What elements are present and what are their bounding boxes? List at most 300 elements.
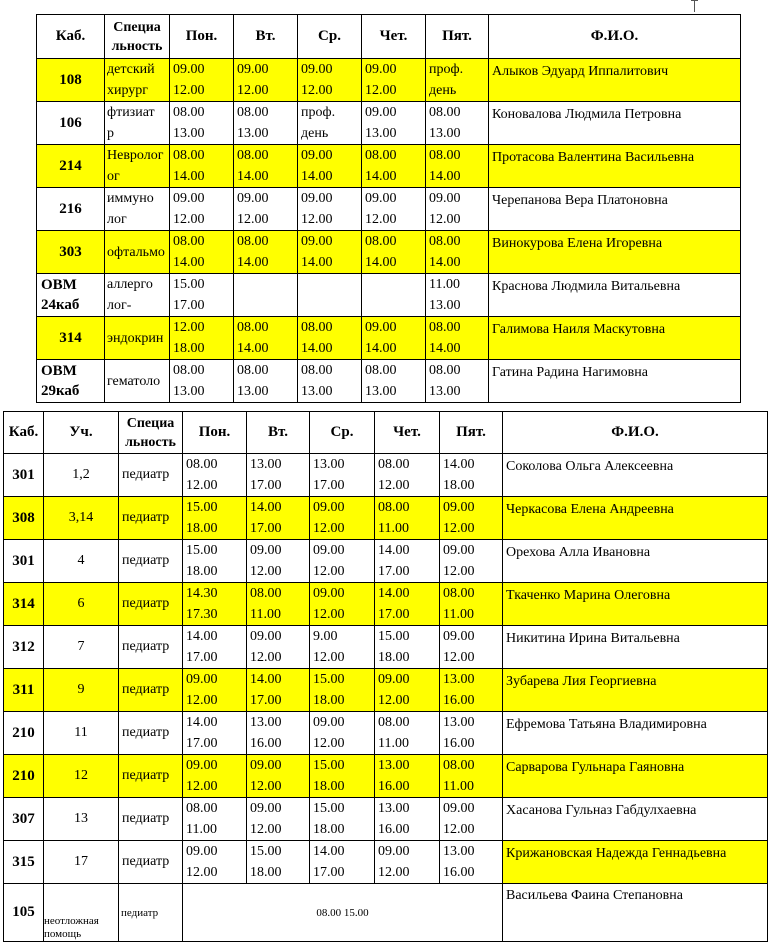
specialty-line: эндокрин (107, 330, 164, 346)
time-line: 15.00 (313, 758, 345, 773)
cell-thu (375, 540, 440, 583)
table-row (4, 841, 768, 884)
time-line: 12.00 (443, 822, 475, 837)
cell-thu (362, 360, 426, 403)
time-line: 09.00 (378, 672, 410, 687)
table-row (4, 755, 768, 798)
time-line: 09.00 (429, 191, 461, 206)
cell-thu (362, 231, 426, 274)
cell-mon (170, 231, 234, 274)
time-line: 08.00 (237, 320, 269, 335)
time-line: 14.00 (365, 169, 397, 184)
header-uch: Уч. (44, 412, 119, 454)
cell-cab: 301 (4, 540, 44, 583)
time-line: 14.00 (237, 255, 269, 270)
cell-uch: 3,14 (44, 497, 119, 540)
time-line: 08.00 (301, 320, 333, 335)
time-line: 12.00 (301, 83, 333, 98)
cell-specialty: педиатр (119, 841, 183, 884)
table-row (4, 583, 768, 626)
table-row (37, 102, 741, 145)
time-line: день (301, 126, 329, 141)
cell-mon (170, 59, 234, 102)
time-line: 08.00 (443, 586, 475, 601)
time-line: 17.00 (186, 736, 218, 751)
time-line: 09.00 (443, 801, 475, 816)
time-line: 09.00 (443, 500, 475, 515)
cell-mon (170, 360, 234, 403)
time-line: 17.00 (173, 298, 205, 313)
time-line: 09.00 (301, 191, 333, 206)
cell-mon (183, 712, 247, 755)
cell-mon (183, 626, 247, 669)
time-line: 09.00 (313, 500, 345, 515)
time-line: 13.00 (301, 384, 333, 399)
table-row (4, 454, 768, 497)
cell-thu (375, 583, 440, 626)
text-cursor-icon (694, 0, 695, 12)
cell-mon (183, 540, 247, 583)
time-line: 09.00 (301, 148, 333, 163)
cell-mon (183, 454, 247, 497)
time-line: 08.00 (378, 500, 410, 515)
cell-tue (234, 145, 298, 188)
time-line: 12.00 (313, 521, 345, 536)
time-line: 08.00 (186, 457, 218, 472)
time-line: 08.00 (429, 234, 461, 249)
cell-wed (310, 712, 375, 755)
cell-thu (362, 274, 426, 317)
time-line: 12.00 (250, 779, 282, 794)
time-line: 12.00 (237, 83, 269, 98)
time-line: 18.00 (186, 521, 218, 536)
cell-fio: Коновалова Людмила Петровна (489, 102, 741, 145)
time-line: 14.00 (429, 169, 461, 184)
time-line: 14.00 (173, 255, 205, 270)
time-line: 13.00 (313, 457, 345, 472)
time-line: 08.00 (301, 363, 333, 378)
time-line: 18.00 (186, 564, 218, 579)
cell-uch: 7 (44, 626, 119, 669)
cell-cab: 108 (37, 59, 105, 102)
time-line: 09.00 (250, 543, 282, 558)
time-line: 14.00 (365, 255, 397, 270)
time-line: 13.00 (443, 715, 475, 730)
time-line: 13.00 (429, 384, 461, 399)
cell-cab: 303 (37, 231, 105, 274)
table-row (37, 59, 741, 102)
table-row (37, 145, 741, 188)
cell-tue (247, 497, 310, 540)
cell-fri (440, 798, 503, 841)
time-line: 09.00 (313, 715, 345, 730)
cell-cab: 210 (4, 755, 44, 798)
cell-fio: Орехова Алла Ивановна (503, 540, 768, 583)
cell-wed (298, 317, 362, 360)
time-line: 09.00 (250, 758, 282, 773)
cell-wed (310, 841, 375, 884)
cell-tue (234, 188, 298, 231)
table-row (4, 669, 768, 712)
table-row-last (4, 884, 768, 942)
time-line: 11.00 (186, 822, 217, 837)
cell-tue (234, 317, 298, 360)
cell-fio: Гатина Радина Нагимовна (489, 360, 741, 403)
cell-fri (426, 59, 489, 102)
cell-tue (234, 360, 298, 403)
time-line: 14.00 (365, 341, 397, 356)
cell-wed (310, 755, 375, 798)
cell-specialty: педиатр (119, 497, 183, 540)
cell-cab: 105 (4, 884, 44, 942)
cell-wed (310, 454, 375, 497)
time-line: 14.00 (237, 341, 269, 356)
time-line: 13.00 (378, 758, 410, 773)
time-line: 08.00 (173, 363, 205, 378)
specialty-line: р (107, 126, 114, 141)
time-line: 17.00 (378, 564, 410, 579)
time-line: 16.00 (250, 736, 282, 751)
cell-fri (440, 626, 503, 669)
cell-cab: ОВМ 24каб (37, 274, 105, 317)
specialty-line: Невролог (107, 148, 164, 163)
cell-mon (170, 188, 234, 231)
pediatricians-schedule-table (3, 411, 768, 942)
table-row (37, 231, 741, 274)
cell-fio: Черкасова Елена Андреевна (503, 497, 768, 540)
cell-uch: 6 (44, 583, 119, 626)
time-line: 09.00 (301, 234, 333, 249)
time-line: 17.00 (313, 865, 345, 880)
time-line: 11.00 (250, 607, 281, 622)
time-line: 15.00 (313, 801, 345, 816)
cell-tue (247, 454, 310, 497)
time-line: 11.00 (443, 779, 474, 794)
time-line: 14.00 (301, 255, 333, 270)
time-line: 12.00 (186, 779, 218, 794)
time-line: 09.00 (443, 629, 475, 644)
header-tue: Вт. (247, 412, 310, 454)
time-line: 12.00 (186, 865, 218, 880)
cell-tue (234, 274, 298, 317)
header-mon: Пон. (183, 412, 247, 454)
cell-tue (247, 583, 310, 626)
time-line: 09.00 (173, 191, 205, 206)
cell-wed (310, 497, 375, 540)
cell-fri (426, 274, 489, 317)
time-line: 14.00 (186, 715, 218, 730)
time-line: 12.00 (250, 822, 282, 837)
time-line: 18.00 (378, 650, 410, 665)
time-line: 09.00 (443, 543, 475, 558)
time-line: 09.00 (365, 105, 397, 120)
specialty-line: детский (107, 62, 155, 77)
time-line: 09.00 (365, 191, 397, 206)
cell-fri (440, 669, 503, 712)
time-line: 09.00 (186, 758, 218, 773)
time-line: 09.00 (237, 191, 269, 206)
cell-fio: Сарварова Гульнара Гаяновна (503, 755, 768, 798)
time-line: 14.00 (186, 629, 218, 644)
cell-specialty (105, 360, 170, 403)
time-line: 14.00 (250, 672, 282, 687)
time-line: 17.00 (313, 478, 345, 493)
time-line: 12.00 (313, 607, 345, 622)
cell-cab: 301 (4, 454, 44, 497)
header-tue: Вт. (234, 15, 298, 59)
header-cab: Каб. (4, 412, 44, 454)
cell-fio: Галимова Наиля Маскутовна (489, 317, 741, 360)
cell-tue (247, 669, 310, 712)
cell-wed (298, 274, 362, 317)
time-line: 08.00 (365, 363, 397, 378)
cell-cab: 214 (37, 145, 105, 188)
time-line: 14.30 (186, 586, 218, 601)
time-line: 13.00 (237, 384, 269, 399)
cell-hours: 08.00 15.00 (183, 884, 503, 942)
time-line: 08.00 (429, 148, 461, 163)
table-row (4, 626, 768, 669)
time-line: 12.00 (301, 212, 333, 227)
time-line: 09.00 (365, 62, 397, 77)
cell-thu (375, 454, 440, 497)
cell-fio: Соколова Ольга Алексеевна (503, 454, 768, 497)
time-line: 09.00 (173, 62, 205, 77)
time-line: 14.00 (378, 543, 410, 558)
cell-tue (247, 798, 310, 841)
header-fio: Ф.И.О. (503, 412, 768, 454)
time-line: 18.00 (313, 693, 345, 708)
time-line: 17.00 (250, 521, 282, 536)
cell-fio: Зубарева Лия Георгиевна (503, 669, 768, 712)
time-line: 12.00 (173, 83, 205, 98)
cell-specialty (105, 274, 170, 317)
time-line: 17.00 (250, 693, 282, 708)
time-line: 13.00 (429, 126, 461, 141)
time-line: 14.00 (443, 457, 475, 472)
cell-specialty: педиатр (119, 884, 183, 942)
cell-tue (247, 626, 310, 669)
cell-tue (234, 59, 298, 102)
cell-thu (362, 317, 426, 360)
time-line: 18.00 (313, 822, 345, 837)
table-row (4, 497, 768, 540)
time-line: 16.00 (443, 736, 475, 751)
cell-fri (440, 712, 503, 755)
cell-thu (375, 497, 440, 540)
time-line: 09.00 (237, 62, 269, 77)
header-cab: Каб. (37, 15, 105, 59)
header-wed: Ср. (310, 412, 375, 454)
time-line: 13.00 (173, 384, 205, 399)
time-line: 16.00 (378, 779, 410, 794)
time-line: 08.00 (237, 363, 269, 378)
cell-thu (375, 841, 440, 884)
header-fio: Ф.И.О. (489, 15, 741, 59)
cell-specialty (105, 102, 170, 145)
cell-specialty (105, 59, 170, 102)
time-line: 13.00 (250, 457, 282, 472)
table-header-row (37, 15, 741, 59)
cell-mon (183, 583, 247, 626)
cell-wed (298, 102, 362, 145)
cell-wed (298, 145, 362, 188)
cell-fio: Черепанова Вера Платоновна (489, 188, 741, 231)
table-row (4, 540, 768, 583)
cell-uch: 13 (44, 798, 119, 841)
time-line: 12.00 (313, 650, 345, 665)
cell-wed (310, 798, 375, 841)
time-line: 14.00 (429, 255, 461, 270)
time-line: 08.00 (365, 148, 397, 163)
cell-cab: 314 (4, 583, 44, 626)
time-line: 08.00 (429, 320, 461, 335)
time-line: 12.00 (365, 83, 397, 98)
time-line: 08.00 (237, 105, 269, 120)
time-line: 14.00 (301, 169, 333, 184)
time-line: 12.00 (173, 212, 205, 227)
time-line: 09.00 (313, 543, 345, 558)
header-fri: Пят. (426, 15, 489, 59)
cell-fio: Крижановская Надежда Геннадьевна (503, 841, 768, 884)
cell-fio: Хасанова Гульназ Габдулхаевна (503, 798, 768, 841)
cell-thu (362, 102, 426, 145)
cell-specialty (105, 231, 170, 274)
time-line: 12.00 (429, 212, 461, 227)
cell-mon (183, 755, 247, 798)
header-mon: Пон. (170, 15, 234, 59)
time-line: 08.00 (237, 148, 269, 163)
time-line: 12.00 (250, 564, 282, 579)
cell-uch: 4 (44, 540, 119, 583)
time-line: 09.00 (313, 586, 345, 601)
time-line: 11.00 (378, 521, 409, 536)
cell-mon (170, 274, 234, 317)
time-line: 11.00 (443, 607, 474, 622)
time-line: 08.00 (186, 801, 218, 816)
time-line: 12.00 (237, 212, 269, 227)
time-line: 09.00 (186, 844, 218, 859)
cell-tue (247, 841, 310, 884)
cell-cab: 307 (4, 798, 44, 841)
cell-uch: 9 (44, 669, 119, 712)
specialty-line: лог (107, 212, 127, 227)
cell-fri (440, 540, 503, 583)
time-line: 09.00 (365, 320, 397, 335)
cell-fri (426, 102, 489, 145)
cell-thu (362, 59, 426, 102)
header-specialty: Специа льность (105, 15, 170, 59)
cell-mon (170, 145, 234, 188)
time-line: 12.00 (443, 564, 475, 579)
time-line: 15.00 (186, 500, 218, 515)
time-line: 08.00 (237, 234, 269, 249)
time-line: 08.00 (378, 457, 410, 472)
cell-uch: 1,2 (44, 454, 119, 497)
header-specialty: Специа льность (119, 412, 183, 454)
time-line: 09.00 (250, 629, 282, 644)
time-line: 08.00 (173, 234, 205, 249)
cell-fri (440, 841, 503, 884)
time-line: 15.00 (173, 277, 205, 292)
cell-cab: ОВМ 29каб (37, 360, 105, 403)
cell-cab: 308 (4, 497, 44, 540)
time-line: 12.00 (443, 521, 475, 536)
cell-specialty: педиатр (119, 712, 183, 755)
specialty-line: аллерго (107, 277, 153, 292)
cell-specialty: педиатр (119, 669, 183, 712)
cell-fri (426, 145, 489, 188)
cell-cab: 315 (4, 841, 44, 884)
time-line: 09.00 (378, 844, 410, 859)
cell-cab: 210 (4, 712, 44, 755)
cell-uch: 17 (44, 841, 119, 884)
specialty-line: хирург (107, 83, 149, 98)
cell-mon (183, 669, 247, 712)
time-line: 13.00 (443, 844, 475, 859)
table-row (37, 188, 741, 231)
time-line: 12.00 (378, 693, 410, 708)
time-line: 08.00 (429, 363, 461, 378)
time-line: 11.00 (378, 736, 409, 751)
cell-wed (298, 188, 362, 231)
time-line: 08.00 (173, 148, 205, 163)
time-line: 12.00 (250, 650, 282, 665)
time-line: 13.00 (250, 715, 282, 730)
cell-cab: 311 (4, 669, 44, 712)
table-row (37, 360, 741, 403)
time-line: 12.00 (313, 736, 345, 751)
cell-fio: Алыков Эдуард Иппалитович (489, 59, 741, 102)
specialty-line: гематоло (107, 373, 161, 389)
cell-fio: Винокурова Елена Игоревна (489, 231, 741, 274)
cell-wed (298, 59, 362, 102)
cell-specialty: педиатр (119, 626, 183, 669)
cell-specialty: педиатр (119, 583, 183, 626)
cell-thu (375, 798, 440, 841)
cell-tue (234, 102, 298, 145)
time-line: 17.30 (186, 607, 218, 622)
cell-cab: 314 (37, 317, 105, 360)
time-line: 18.00 (443, 478, 475, 493)
table-row (37, 274, 741, 317)
time-line: 14.00 (378, 586, 410, 601)
time-line: проф. (429, 62, 464, 77)
time-line: 13.00 (443, 672, 475, 687)
time-line: 08.00 (365, 234, 397, 249)
time-line: 14.00 (250, 500, 282, 515)
time-line: 12.00 (186, 478, 218, 493)
cell-uch: неотложная помощь (44, 884, 119, 942)
specialty-line: лог- (107, 298, 132, 313)
time-line: 12.00 (313, 564, 345, 579)
cell-specialty: педиатр (119, 798, 183, 841)
cell-fio: Протасова Валентина Васильевна (489, 145, 741, 188)
table-row (4, 712, 768, 755)
cell-mon (170, 317, 234, 360)
cell-mon (170, 102, 234, 145)
time-line: 12.00 (378, 478, 410, 493)
cell-cab: 312 (4, 626, 44, 669)
time-line: 15.00 (378, 629, 410, 644)
cell-cab: 106 (37, 102, 105, 145)
header-thu: Чет. (375, 412, 440, 454)
time-line: 13.00 (429, 298, 461, 313)
time-line: 12.00 (443, 650, 475, 665)
time-line: день (429, 83, 457, 98)
time-line: 08.00 (250, 586, 282, 601)
time-line: 13.00 (365, 384, 397, 399)
